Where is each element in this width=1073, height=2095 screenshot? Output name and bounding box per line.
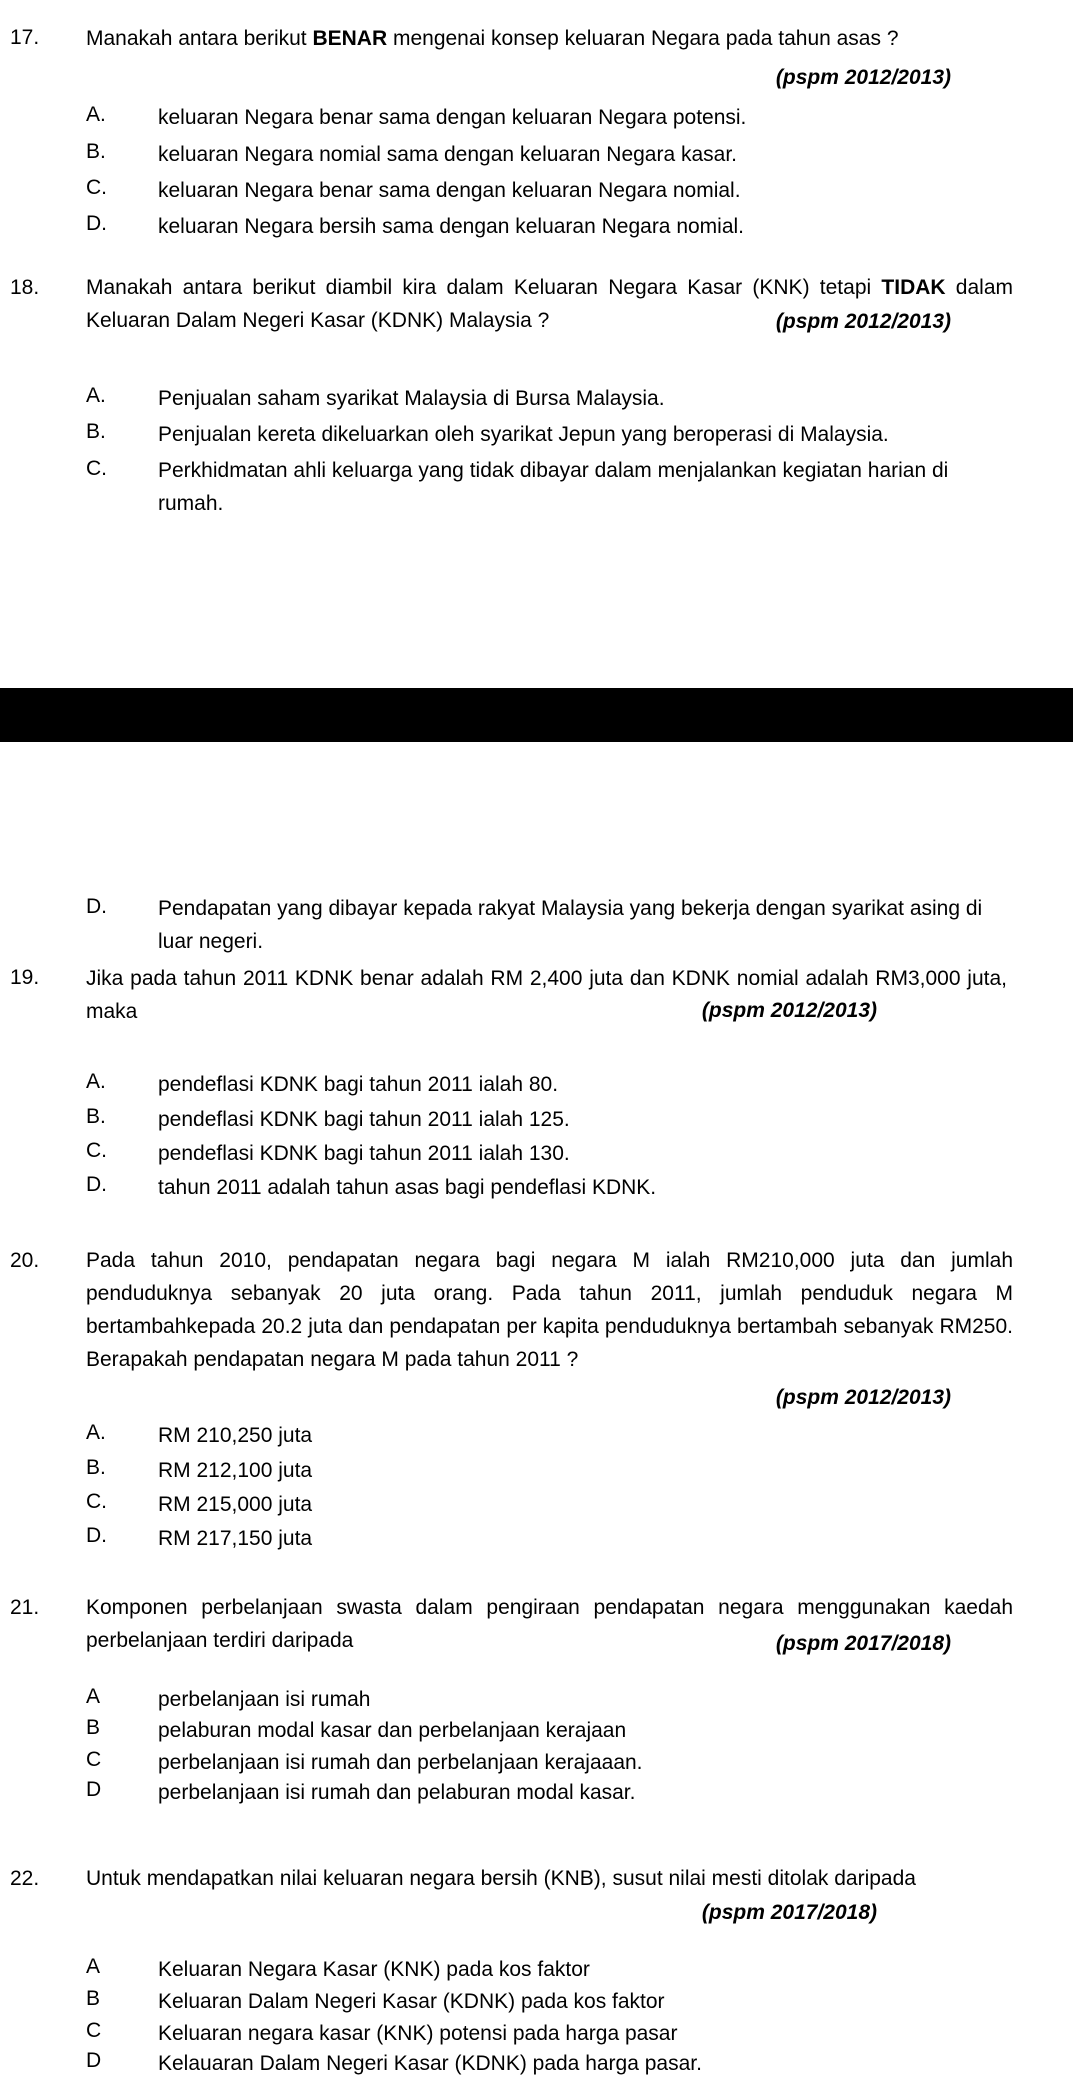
option-19-b: B. pendeflasi KDNK bagi tahun 2011 ialah 125. (86, 1105, 570, 1131)
option-19-c: C. pendeflasi KDNK bagi tahun 2011 ialah 130. (86, 1139, 570, 1165)
question-stem: Untuk mendapatkan nilai keluaran negara bersih (KNB), susut nilai mesti ditolak daripada (86, 1867, 916, 1890)
option-22-d: D Kelauaran Dalam Negeri Kasar (KDNK) pada harga pasar. (86, 2049, 702, 2075)
question-source: (pspm 2017/2018) (775, 1632, 951, 1655)
option-17-a: A. keluaran Negara benar sama dengan keluaran Negara potensi. (86, 103, 747, 129)
question-stem: Komponen perbelanjaan swasta dalam pengiraan pendapatan negara menggunakan kaedah perbelanjaan terdiri daripada (86, 1596, 1013, 1652)
question-source: (pspm 2012/2013) (775, 1386, 951, 1409)
option-18-b: B. Penjualan kereta dikeluarkan oleh syarikat Jepun yang beroperasi di Malaysia. (86, 420, 889, 446)
option-22-b: B Keluaran Dalam Negeri Kasar (KDNK) pada kos faktor (86, 1987, 665, 2013)
question-stem: Manakah antara berikut BENAR mengenai konsep keluaran Negara pada tahun asas ? (86, 27, 899, 50)
question-source: (pspm 2017/2018) (701, 1901, 877, 1924)
option-18-a: A. Penjualan saham syarikat Malaysia di Bursa Malaysia. (86, 384, 665, 410)
question-source: (pspm 2012/2013) (775, 310, 951, 333)
option-22-c: C Keluaran negara kasar (KNK) potensi pada harga pasar (86, 2019, 678, 2045)
option-17-d: D. keluaran Negara bersih sama dengan keluaran Negara nomial. (86, 212, 745, 238)
option-17-c: C. keluaran Negara benar sama dengan keluaran Negara nomial. (86, 176, 741, 202)
question-stem: Manakah antara berikut diambil kira dalam Keluaran Negara Kasar (KNK) tetapi TIDAK dalam Keluaran Dalam Negeri Kasar (KDNK) Malaysia ? (86, 276, 1014, 332)
question-stem: Pada tahun 2010, pendapatan negara bagi negara M ialah RM210,000 juta dan jumlah penduduknya sebanyak 20 juta orang. Pada tahun 2011, jumlah penduduk negara M bertambahkepada 20.2 juta dan pendapatan per kapita penduduknya bertambah sebanyak RM250. Berapakah pendapatan negara M pada tahun 2011 ? (86, 1249, 1013, 1371)
question-source: (pspm 2012/2013) (775, 66, 951, 89)
option-21-c: C perbelanjaan isi rumah dan perbelanjaan kerajaaan. (86, 1748, 643, 1774)
option-22-a: A Keluaran Negara Kasar (KNK) pada kos faktor (86, 1955, 590, 1981)
option-17-b: B. keluaran Negara nomial sama dengan keluaran Negara kasar. (86, 140, 738, 166)
option-20-d: D. RM 217,150 juta (86, 1524, 313, 1550)
question-number: 22. (10, 1867, 40, 1890)
option-18-c: C. Perkhidmatan ahli keluarga yang tidak dibayar dalam menjalankan kegiatan harian di rumah. (86, 457, 949, 515)
question-number: 18. (10, 276, 40, 299)
option-19-d: D. tahun 2011 adalah tahun asas bagi pendeflasi KDNK. (86, 1173, 657, 1199)
redaction-bar (0, 688, 1073, 742)
option-20-b: B. RM 212,100 juta (86, 1456, 313, 1482)
question-number: 17. (10, 26, 40, 49)
question-source: (pspm 2012/2013) (701, 999, 877, 1022)
question-number: 20. (10, 1249, 40, 1272)
option-18-d: D. Pendapatan yang dibayar kepada rakyat Malaysia yang bekerja dengan syarikat asing di luar negeri. (86, 895, 983, 953)
option-20-a: A. RM 210,250 juta (86, 1421, 313, 1447)
question-stem: Jika pada tahun 2011 KDNK benar adalah RM 2,400 juta dan KDNK nomial adalah RM3,000 juta, maka (86, 967, 1007, 1023)
option-20-c: C. RM 215,000 juta (86, 1490, 313, 1516)
option-21-a: A perbelanjaan isi rumah (86, 1685, 371, 1711)
option-21-d: D perbelanjaan isi rumah dan pelaburan modal kasar. (86, 1778, 636, 1804)
question-number: 19. (10, 966, 40, 989)
question-number: 21. (10, 1596, 40, 1619)
option-19-a: A. pendeflasi KDNK bagi tahun 2011 ialah 80. (86, 1070, 559, 1096)
option-21-b: B pelaburan modal kasar dan perbelanjaan kerajaan (86, 1716, 627, 1742)
